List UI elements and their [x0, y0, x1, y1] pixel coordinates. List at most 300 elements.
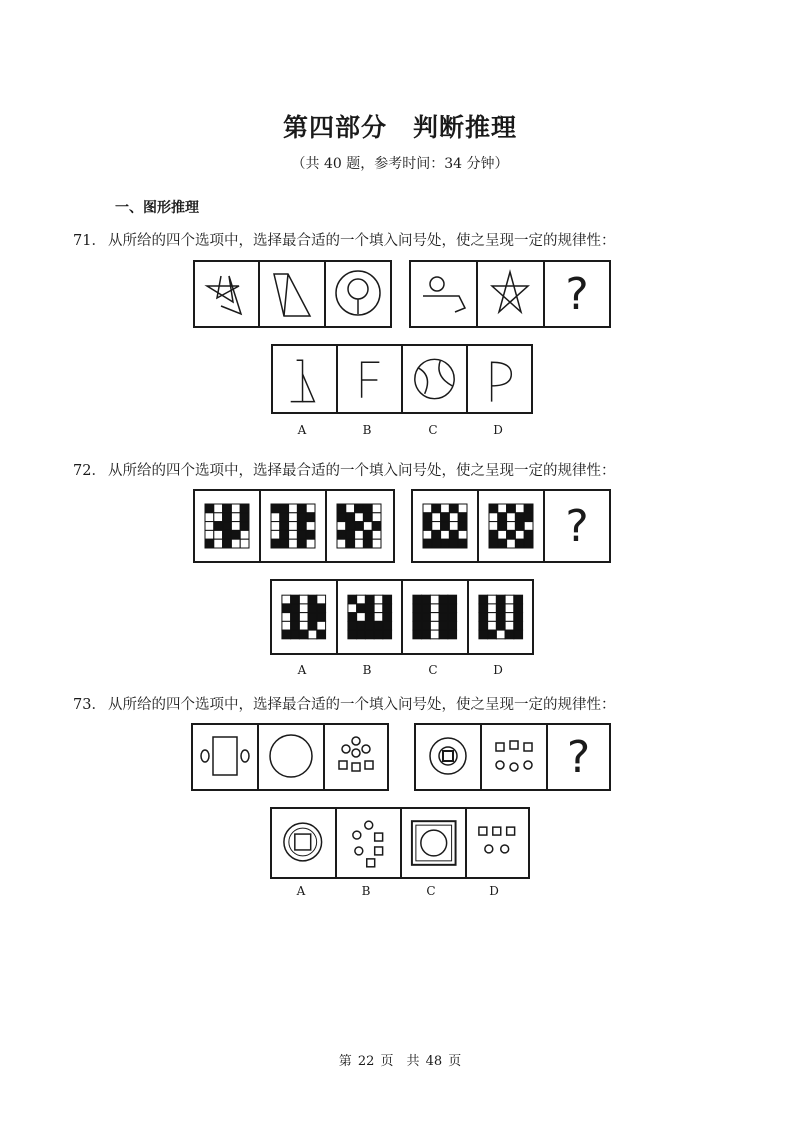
grid-cell [347, 630, 356, 639]
q71-option-b-label[interactable]: B [362, 423, 372, 437]
q73-figure-2 [257, 725, 323, 789]
grid-cell [365, 595, 374, 604]
question-number: 72． [73, 463, 106, 479]
grid-cell [363, 539, 372, 548]
q71-option-d-label[interactable]: D [493, 423, 503, 437]
q71-option-a-label[interactable]: A [297, 423, 307, 437]
grid-cell [240, 539, 249, 548]
q72-question-cell [543, 491, 609, 561]
grid-cell [372, 530, 381, 539]
grid-cell [507, 504, 516, 513]
question-number: 71． [73, 233, 106, 249]
grid-cell [524, 530, 533, 539]
grid-cell [289, 513, 298, 522]
grid-cell [280, 513, 289, 522]
grid-cell [282, 630, 291, 639]
grid-cell [223, 513, 232, 522]
question-mark: ? [566, 731, 591, 783]
grid-cell [441, 522, 450, 531]
grid-cell [524, 539, 533, 548]
q73-figure-4 [416, 725, 480, 789]
grid-cell [422, 621, 431, 630]
q73-option-b-figure [335, 809, 400, 877]
grid-cell [271, 522, 280, 531]
grid-cell [297, 539, 306, 548]
question-number: 73． [73, 697, 106, 713]
grid-cell [363, 530, 372, 539]
grid-cell [515, 513, 524, 522]
q72-option-c-figure [401, 581, 467, 653]
q72-option-a-label[interactable]: A [297, 663, 307, 677]
squares-and-circles-figure [482, 725, 546, 789]
grid-cell [432, 522, 441, 531]
star-scribble-figure [195, 262, 258, 326]
grid-cell [432, 513, 441, 522]
grid-cell [382, 613, 391, 622]
grid-cell [306, 530, 315, 539]
flag-stroke-figure [273, 346, 336, 412]
grid-cell [505, 621, 514, 630]
grid-cell [498, 539, 507, 548]
checker-grid-figure [469, 581, 533, 653]
rectangle-with-side-circles-figure [193, 725, 257, 789]
grid-cell [505, 604, 514, 613]
grid-cell [458, 522, 467, 531]
grid-cell [306, 504, 315, 513]
q73-option-d-figure [465, 809, 528, 877]
grid-cell [282, 595, 291, 604]
grid-cell [280, 539, 289, 548]
grid-cell [297, 530, 306, 539]
grid-cell [291, 630, 300, 639]
q72-option-a-figure [272, 581, 336, 653]
grid-cell [347, 613, 356, 622]
grid-cell [306, 539, 315, 548]
grid-cell [337, 522, 346, 531]
checker-grid-figure [261, 491, 325, 561]
grid-cell [513, 604, 522, 613]
circle-icon [259, 725, 323, 789]
grid-cell [363, 504, 372, 513]
grid-cell [356, 630, 365, 639]
grid-cell [478, 621, 487, 630]
q72-option-b-label[interactable]: B [362, 663, 372, 677]
star-icon [478, 262, 543, 326]
checker-grid-figure [195, 491, 259, 561]
section-heading: 一、图形推理 [115, 200, 199, 216]
grid-cell [240, 530, 249, 539]
q71-question-cell [543, 262, 609, 326]
grid-cell [478, 604, 487, 613]
grid-cell [231, 530, 240, 539]
grid-cell [382, 595, 391, 604]
checker-grid-figure [413, 491, 477, 561]
q71-option-b-figure [336, 346, 401, 412]
grid-cell [308, 613, 317, 622]
grid-cell [496, 595, 505, 604]
grid-cell [513, 630, 522, 639]
grid-cell [317, 604, 326, 613]
page-subtitle: （共 40 题，参考时间：34 分钟） [291, 156, 509, 172]
grid-cell [496, 630, 505, 639]
question-mark: ? [565, 268, 589, 320]
letter-f-figure [338, 346, 401, 412]
grid-cell [372, 513, 381, 522]
grid-cell [214, 504, 223, 513]
grid-cell [505, 595, 514, 604]
grid-cell [280, 522, 289, 531]
grid-cell [382, 621, 391, 630]
grid-cell [478, 630, 487, 639]
grid-cell [448, 604, 457, 613]
grid-cell [449, 539, 458, 548]
grid-cell [205, 513, 214, 522]
q73-sequence-group-2 [414, 723, 611, 791]
grid-cell [489, 513, 498, 522]
grid-cell [423, 504, 432, 513]
grid-cell [372, 504, 381, 513]
q73-option-b-label[interactable]: B [361, 884, 371, 898]
q73-option-a-figure [272, 809, 335, 877]
q72-figure-2 [259, 491, 325, 561]
grid-cell [498, 522, 507, 531]
question-prompt: 从所给的四个选项中，选择最合适的一个填入问号处，使之呈现一定的规律性： [107, 463, 616, 479]
grid-cell [498, 504, 507, 513]
grid-cell [223, 530, 232, 539]
q71-option-c-label[interactable]: C [428, 423, 438, 437]
grid-cell [291, 613, 300, 622]
grid-cell [289, 504, 298, 513]
grid-cell [205, 530, 214, 539]
grid-cell [291, 595, 300, 604]
grid-cell [205, 522, 214, 531]
grid-cell [346, 530, 355, 539]
q72-figure-3 [325, 491, 391, 561]
grid-cell [337, 530, 346, 539]
q72-option-c-label[interactable]: C [428, 663, 438, 677]
grid-cell [205, 504, 214, 513]
grid-cell [365, 613, 374, 622]
q71-figure-3 [324, 262, 390, 326]
grid-cell [487, 595, 496, 604]
grid-cell [372, 522, 381, 531]
grid-cell [458, 513, 467, 522]
grid-cell [223, 522, 232, 531]
grid-cell [355, 539, 364, 548]
grid-cell [355, 530, 364, 539]
circle-target-figure [326, 262, 390, 326]
grid-cell [449, 504, 458, 513]
grid-cell [346, 522, 355, 531]
q71-option-d-figure [466, 346, 531, 412]
grid-cell [223, 504, 232, 513]
grid-cell [382, 630, 391, 639]
grid-cell [223, 539, 232, 548]
grid-cell [317, 630, 326, 639]
grid-cell [356, 613, 365, 622]
grid-cell [507, 522, 516, 531]
q71-option-c-figure [401, 346, 466, 412]
checker-grid-figure [338, 581, 402, 653]
grid-cell [448, 595, 457, 604]
grid-cell [271, 513, 280, 522]
grid-cell [430, 604, 439, 613]
q73-sequence-group-1 [191, 723, 389, 791]
grid-cell [355, 513, 364, 522]
grid-cell [299, 630, 308, 639]
grid-cell [308, 630, 317, 639]
grid-cell [498, 530, 507, 539]
grid-cell [513, 595, 522, 604]
q73-option-a-label[interactable]: A [296, 884, 306, 898]
grid-cell [449, 513, 458, 522]
checker-grid-figure [479, 491, 543, 561]
grid-cell [513, 621, 522, 630]
grid-cell [498, 513, 507, 522]
q72-option-d-figure [467, 581, 533, 653]
grid-cell [337, 539, 346, 548]
grid-cell [489, 530, 498, 539]
grid-cell [448, 630, 457, 639]
grid-cell [513, 613, 522, 622]
grid-cell [347, 595, 356, 604]
grid-cell [507, 513, 516, 522]
grid-cell [441, 513, 450, 522]
grid-cell [448, 613, 457, 622]
checker-grid-figure [403, 581, 467, 653]
question-71-text [73, 229, 615, 250]
grid-cell [449, 530, 458, 539]
question-mark: ? [565, 500, 589, 552]
grid-cell [439, 595, 448, 604]
page-title: 第四部分 判断推理 [282, 113, 517, 142]
grid-cell [439, 630, 448, 639]
grid-cell [308, 604, 317, 613]
q73-options-group [270, 807, 530, 879]
grid-cell [306, 513, 315, 522]
grid-cell [374, 621, 383, 630]
question-73-text [73, 693, 615, 714]
grid-cell [214, 530, 223, 539]
checker-grid-figure [272, 581, 336, 653]
trapezoid-figure [260, 262, 324, 326]
grid-cell [478, 613, 487, 622]
grid-cell [374, 604, 383, 613]
checker-grid-figure [327, 491, 391, 561]
circle-hook-figure [411, 262, 476, 326]
q73-figure-1 [193, 725, 257, 789]
grid-cell [271, 504, 280, 513]
question-72-text [73, 459, 615, 480]
grid-cell [524, 504, 533, 513]
grid-cell [282, 613, 291, 622]
letter-p-figure [468, 346, 531, 412]
grid-cell [205, 539, 214, 548]
grid-cell [413, 595, 422, 604]
grid-cell [347, 604, 356, 613]
baseball-figure [403, 346, 466, 412]
grid-cell [240, 513, 249, 522]
q72-options-group [270, 579, 534, 655]
grid-cell [439, 604, 448, 613]
grid-cell [489, 539, 498, 548]
grid-cell [347, 621, 356, 630]
grid-cell [496, 604, 505, 613]
grid-cell [423, 539, 432, 548]
grid-cell [271, 530, 280, 539]
grid-cell [382, 604, 391, 613]
grid-cell [299, 621, 308, 630]
grid-cell [422, 613, 431, 622]
grid-cell [505, 613, 514, 622]
grid-cell [289, 539, 298, 548]
grid-cell [515, 522, 524, 531]
grid-cell [299, 595, 308, 604]
grid-cell [430, 621, 439, 630]
grid-cell [439, 613, 448, 622]
q73-option-c-label[interactable]: C [426, 884, 436, 898]
q72-option-d-label[interactable]: D [493, 663, 503, 677]
grid-cell [317, 621, 326, 630]
grid-cell [346, 504, 355, 513]
q72-figure-5 [477, 491, 543, 561]
q71-figure-4 [411, 262, 476, 326]
grid-cell [214, 522, 223, 531]
scattered-circles-squares-figure [337, 809, 400, 877]
grid-cell [413, 604, 422, 613]
grid-cell [214, 513, 223, 522]
grid-cell [430, 613, 439, 622]
grid-cell [271, 539, 280, 548]
grid-cell [356, 595, 365, 604]
grid-cell [240, 504, 249, 513]
concentric-circle-square-figure [416, 725, 480, 789]
q71-option-a-figure [273, 346, 336, 412]
grid-cell [280, 530, 289, 539]
q73-question-cell [546, 725, 609, 789]
three-squares-two-circles-figure [467, 809, 528, 877]
grid-cell [524, 522, 533, 531]
grid-cell [496, 613, 505, 622]
grid-cell [487, 613, 496, 622]
q71-figure-1 [195, 262, 258, 326]
grid-cell [441, 539, 450, 548]
grid-cell [308, 621, 317, 630]
grid-cell [346, 513, 355, 522]
grid-cell [505, 630, 514, 639]
circles-and-squares-figure [325, 725, 387, 789]
grid-cell [282, 604, 291, 613]
q73-option-d-label[interactable]: D [489, 884, 499, 898]
grid-cell [448, 621, 457, 630]
grid-cell [214, 539, 223, 548]
grid-cell [374, 595, 383, 604]
grid-cell [496, 621, 505, 630]
grid-cell [422, 630, 431, 639]
grid-cell [374, 613, 383, 622]
grid-cell [231, 513, 240, 522]
grid-cell [297, 522, 306, 531]
grid-cell [507, 539, 516, 548]
grid-cell [478, 595, 487, 604]
q72-sequence-group-1 [193, 489, 395, 563]
grid-cell [423, 522, 432, 531]
grid-cell [297, 504, 306, 513]
grid-cell [231, 539, 240, 548]
grid-cell [432, 504, 441, 513]
q72-figure-4 [413, 491, 477, 561]
grid-cell [423, 513, 432, 522]
grid-cell [430, 595, 439, 604]
q73-figure-3 [323, 725, 387, 789]
grid-cell [489, 522, 498, 531]
grid-cell [355, 504, 364, 513]
grid-cell [524, 513, 533, 522]
grid-cell [487, 621, 496, 630]
grid-cell [356, 621, 365, 630]
grid-cell [306, 522, 315, 531]
grid-cell [422, 595, 431, 604]
grid-cell [487, 630, 496, 639]
q71-options-group [271, 344, 533, 414]
grid-cell [458, 504, 467, 513]
grid-cell [423, 530, 432, 539]
grid-cell [363, 513, 372, 522]
grid-cell [413, 630, 422, 639]
grid-cell [289, 522, 298, 531]
grid-cell [280, 504, 289, 513]
q73-option-c-figure [400, 809, 465, 877]
q71-figure-2 [258, 262, 324, 326]
grid-cell [430, 630, 439, 639]
grid-cell [449, 522, 458, 531]
grid-cell [291, 604, 300, 613]
grid-cell [308, 595, 317, 604]
grid-cell [489, 504, 498, 513]
grid-cell [346, 539, 355, 548]
q72-sequence-group-2 [411, 489, 611, 563]
question-prompt: 从所给的四个选项中，选择最合适的一个填入问号处，使之呈现一定的规律性： [107, 697, 616, 713]
grid-cell [365, 621, 374, 630]
grid-cell [365, 604, 374, 613]
q71-sequence-group-2 [409, 260, 611, 328]
square-with-circle-figure [402, 809, 465, 877]
grid-cell [291, 621, 300, 630]
grid-cell [439, 621, 448, 630]
q71-sequence-group-1 [193, 260, 392, 328]
grid-cell [432, 539, 441, 548]
grid-cell [432, 530, 441, 539]
page-footer: 第 22 页 共 48 页 [338, 1054, 462, 1069]
grid-cell [337, 513, 346, 522]
grid-cell [297, 513, 306, 522]
grid-cell [441, 530, 450, 539]
q72-figure-1 [195, 491, 259, 561]
q73-figure-5 [480, 725, 546, 789]
grid-cell [299, 613, 308, 622]
grid-cell [240, 522, 249, 531]
grid-cell [515, 504, 524, 513]
grid-cell [515, 539, 524, 548]
grid-cell [356, 604, 365, 613]
circle-with-square-figure [272, 809, 335, 877]
grid-cell [337, 504, 346, 513]
grid-cell [317, 595, 326, 604]
q71-figure-5 [476, 262, 543, 326]
grid-cell [413, 613, 422, 622]
grid-cell [231, 504, 240, 513]
grid-cell [458, 530, 467, 539]
